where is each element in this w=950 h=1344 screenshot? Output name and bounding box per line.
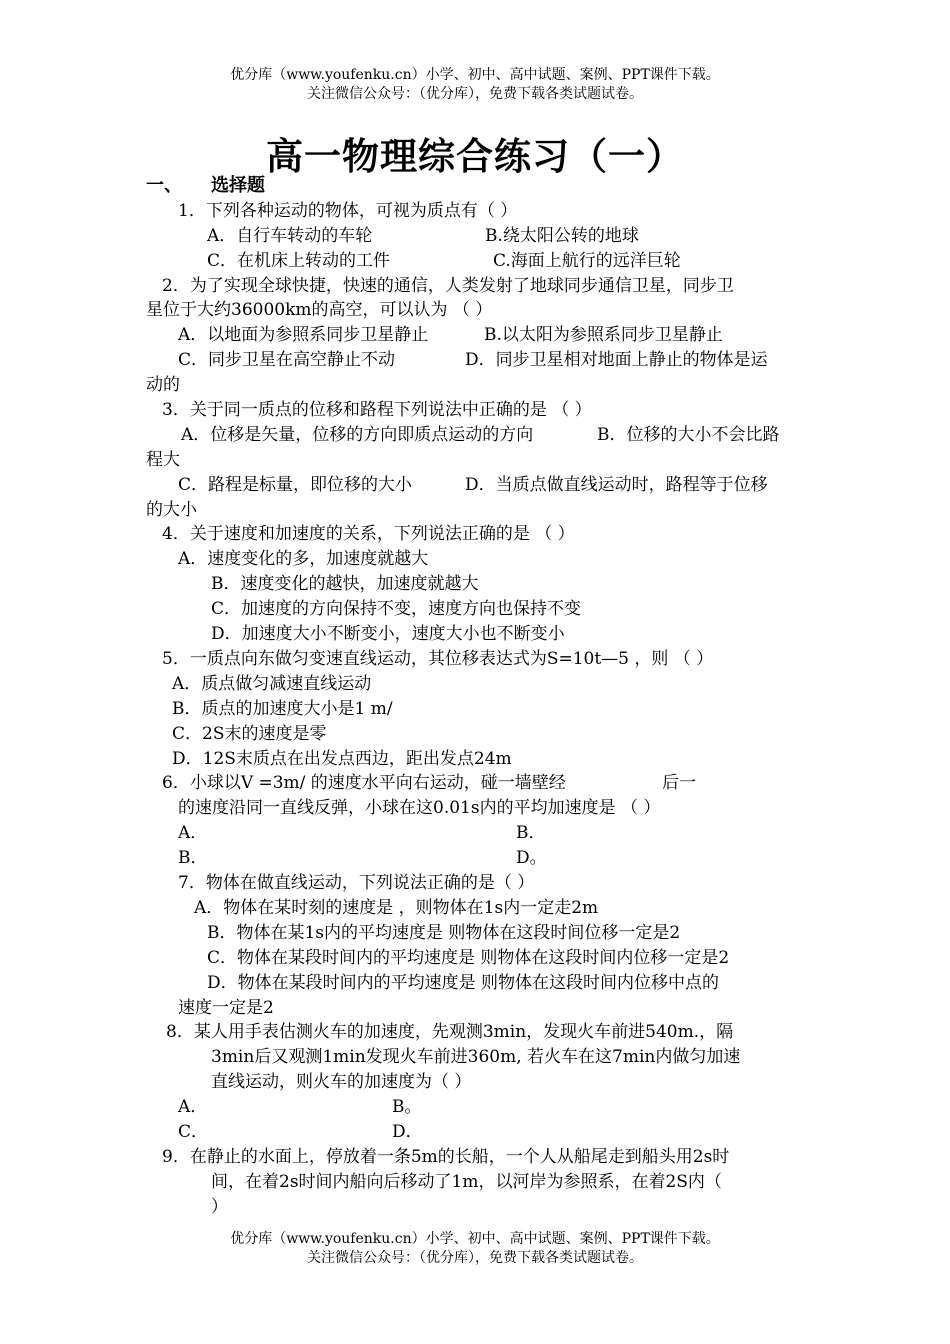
q8-option-c: C． (178, 1122, 209, 1142)
q6-stem-line-1: 6．小球以V =3m/ 的速度水平向右运动，碰一墙壁经 (162, 773, 566, 793)
q7-option-b: B．物体在某1s内的平均速度是 则物体在这段时间位移一定是2 (207, 923, 681, 943)
q3-option-d-line-2: 的大小 (146, 500, 197, 520)
q7-option-d-line-2: 速度一定是2 (178, 998, 274, 1018)
section-number: 一、 (146, 175, 182, 196)
q6-option-b: B． (516, 823, 546, 843)
page-title: 高一物理综合练习（一） (266, 134, 684, 178)
q7-stem: 7．物体在做直线运动，下列说法正确的是（ ） (178, 873, 535, 893)
q8-option-b: B。 (392, 1097, 422, 1117)
q8-option-d: D． (392, 1122, 423, 1142)
q4-option-a: A．速度变化的多，加速度就越大 (178, 549, 429, 569)
q2-option-d-line-1: D．同步卫星相对地面上静止的物体是运 (465, 350, 768, 370)
q6-option-c: B． (178, 848, 208, 868)
q9-stem-line-3: ） (211, 1197, 228, 1217)
q6-option-d: D。 (516, 848, 547, 868)
q8-option-a: A． (178, 1097, 208, 1117)
footer-line-1: 优分库（www.youfenku.cn）小学、初中、高中试题、案例、PPT课件下载。 (230, 1231, 720, 1247)
q2-stem-line-2: 星位于大约36000km的高空，可以认为 （ ） (146, 300, 493, 320)
q1-option-b: B.绕太阳公转的地球 (485, 226, 639, 246)
q2-option-d-line-2: 动的 (146, 375, 180, 395)
q5-option-d: D．12S末质点在出发点西边，距出发点24m (172, 749, 512, 769)
q4-option-c: C．加速度的方向保持不变，速度方向也保持不变 (211, 599, 582, 619)
q2-option-b: B.以太阳为参照系同步卫星静止 (484, 325, 723, 345)
q9-stem-line-2: 间，在着2s时间内船向后移动了1m，以河岸为参照系，在着2S内（ (211, 1172, 722, 1192)
q8-stem-line-1: 8．某人用手表估测火车的加速度，先观测3min，发现火车前进540m.，隔 (166, 1022, 734, 1042)
q9-stem-line-1: 9．在静止的水面上，停放着一条5m的长船，一个人从船尾走到船头用2s时 (162, 1147, 730, 1167)
q5-option-c: C．2S末的速度是零 (172, 724, 327, 744)
q7-option-a: A．物体在某时刻的速度是 ，则物体在1s内一定走2m (194, 898, 599, 918)
q8-stem-line-2: 3min后又观测1min发现火车前进360m, 若火车在这7min内做匀加速 (211, 1047, 741, 1067)
q2-option-a: A．以地面为参照系同步卫星静止 (178, 325, 429, 345)
q2-option-c: C．同步卫星在高空静止不动 (178, 350, 396, 370)
q4-option-b: B．速度变化的越快，加速度就越大 (211, 574, 479, 594)
q1-option-c: C．在机床上转动的工件 (207, 251, 391, 271)
section-name: 选择题 (211, 175, 265, 196)
header-line-1: 优分库（www.youfenku.cn）小学、初中、高中试题、案例、PPT课件下载。 (230, 67, 720, 83)
q2-stem-line-1: 2．为了实现全球快捷，快速的通信，人类发射了地球同步通信卫星，同步卫 (162, 276, 734, 296)
q1-option-d: C.海面上航行的远洋巨轮 (493, 251, 681, 271)
q4-option-d: D．加速度大小不断变小，速度大小也不断变小 (211, 624, 565, 644)
q3-option-a: A．位移是矢量，位移的方向即质点运动的方向 (181, 425, 534, 445)
q6-stem-line-2: 的速度沿同一直线反弹，小球在这0.01s内的平均加速度是 （ ） (178, 798, 661, 818)
q3-option-d-line-1: D．当质点做直线运动时，路程等于位移 (465, 475, 768, 495)
q6-stem-line-1-tail: 后一 (662, 773, 696, 793)
q3-option-b-line-2: 程大 (146, 450, 180, 470)
q7-option-d-line-1: D．物体在某段时间内的平均速度是 则物体在这段时间内位移中点的 (207, 973, 720, 993)
q6-option-a: A． (178, 823, 208, 843)
q5-stem: 5．一质点向东做匀变速直线运动，其位移表达式为S=10t—5 ，则 （ ） (162, 649, 714, 669)
q3-option-c: C．路程是标量，即位移的大小 (178, 475, 413, 495)
q1-stem: 1．下列各种运动的物体，可视为质点有（ ） (178, 201, 518, 221)
q7-option-c: C．物体在某段时间内的平均速度是 则物体在这段时间内位移一定是2 (207, 948, 730, 968)
q1-option-a: A．自行车转动的车轮 (207, 226, 373, 246)
footer-line-2: 关注微信公众号：（优分库），免费下载各类试题试卷。 (307, 1250, 643, 1266)
q3-stem: 3．关于同一质点的位移和路程下列说法中正确的是 （ ） (162, 400, 592, 420)
q8-stem-line-3: 直线运动，则火车的加速度为（ ） (211, 1072, 472, 1092)
q4-stem: 4．关于速度和加速度的关系，下列说法正确的是 （ ） (162, 524, 575, 544)
q3-option-b-line-1: B．位移的大小不会比路 (597, 425, 780, 445)
q5-option-a: A．质点做匀减速直线运动 (172, 674, 372, 694)
header-line-2: 关注微信公众号：（优分库），免费下载各类试题试卷。 (307, 86, 643, 102)
q5-option-b: B．质点的加速度大小是1 m/ (172, 699, 393, 719)
